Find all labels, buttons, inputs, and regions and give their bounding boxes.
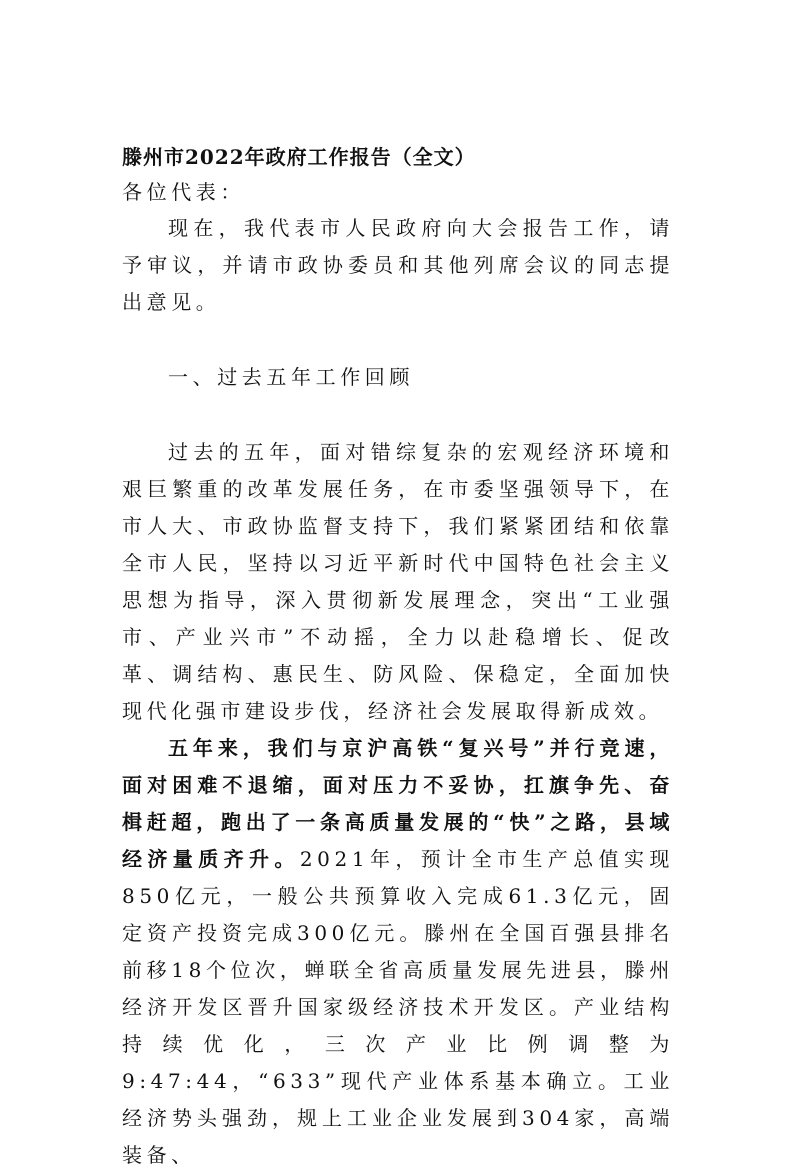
paragraph-body: 2021年，预计全市生产总值实现850亿元，一般公共预算收入完成61.3亿元，固定资产投资完成300亿元。滕州在全国百强县排名前移18个位次，蝉联全省高质量发展先进县，滕州经济开发区晋升国家级经济技术开发区。产业结构持续优化，三次产业比例调整为9:47:44，“633”现代产业体系基本确立。工业经济势头强劲，规上工业企业发展到304家，高端装备、	[122, 847, 675, 1167]
paragraph-lead-bold: 五年来，我们与京沪高铁“复兴号”并行竞速，面对困难不退缩，面对压力不妥协，扛旗争先、奋楫赶超，跑出了一条高质量发展的“快”之路，县域经济量质齐升。	[122, 736, 674, 871]
paragraph-review: 过去的五年，面对错综复杂的宏观经济环境和艰巨繁重的改革发展任务，在市委坚强领导下，在市人大、市政协监督支持下，我们紧紧团结和依靠全市人民，坚持以习近平新时代中国特色社会主义思想为指导，深入贯彻新发展理念，突出“工业强市、产业兴市”不动摇，全力以赴稳增长、促改革、调结构、惠民生、防风险、保稳定，全面加快现代化强市建设步伐，经济社会发展取得新成效。	[122, 440, 674, 723]
salutation: 各位代表：	[122, 180, 245, 204]
paragraph-achievements	[122, 730, 674, 1174]
section-heading: 一、过去五年工作回顾	[168, 365, 414, 389]
document-title: 滕州市2022年政府工作报告（全文）	[122, 145, 476, 169]
intro-paragraph: 现在，我代表市人民政府向大会报告工作，请予审议，并请市政协委员和其他列席会议的同志提出意见。	[122, 216, 674, 314]
document-page	[122, 140, 674, 1174]
